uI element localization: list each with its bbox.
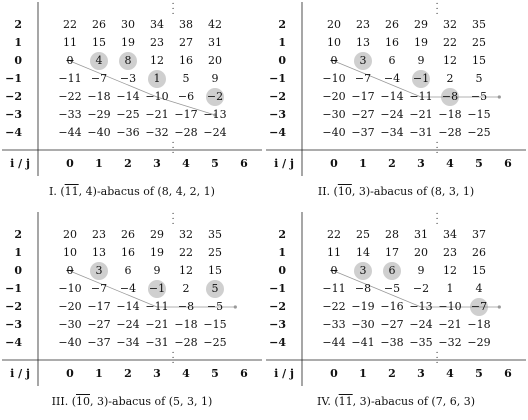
abacus-cell: 29 <box>150 228 164 241</box>
abacus-panel <box>264 207 528 420</box>
abacus-cell: 12 <box>443 264 457 277</box>
vertical-ellipsis: . . . <box>435 207 439 227</box>
row-label: −3 <box>269 318 286 331</box>
abacus-cell: −30 <box>58 318 82 331</box>
abacus-cell: 10 <box>63 246 77 259</box>
column-label: 1 <box>359 367 367 380</box>
column-label: 5 <box>211 367 219 380</box>
caption-abacus-of: )-abacus of <box>104 395 169 408</box>
caption-partition: (7, 6, 3) <box>431 395 475 408</box>
abacus-cell: −6 <box>177 90 195 103</box>
abacus-cell: −10 <box>145 90 169 103</box>
caption-group: 10 <box>76 395 90 408</box>
abacus-cell: −14 <box>380 90 404 103</box>
vertical-ellipsis: . . . <box>171 207 175 227</box>
abacus-cell: 32 <box>179 228 193 241</box>
row-label: 0 <box>14 54 22 67</box>
panel-caption <box>0 185 264 199</box>
abacus-cell: 35 <box>208 228 222 241</box>
abacus-cell: 30 <box>121 18 135 31</box>
abacus-cell: −28 <box>438 126 462 139</box>
abacus-cell: −16 <box>380 300 404 313</box>
abacus-cell: −25 <box>203 336 227 349</box>
panel-caption <box>264 395 528 409</box>
abacus-cell: −44 <box>58 126 82 139</box>
abacus-cell: −20 <box>322 90 346 103</box>
abacus-cell: 20 <box>414 246 428 259</box>
abacus-cell: −7 <box>90 282 108 295</box>
runner-endpoint <box>498 305 501 308</box>
abacus-cell: 26 <box>385 18 399 31</box>
vertical-ellipsis: . . . <box>171 136 175 156</box>
column-label: 2 <box>388 367 396 380</box>
abacus-cell: −40 <box>58 336 82 349</box>
abacus-cell: 6 <box>388 264 396 277</box>
abacus-panel <box>0 0 264 210</box>
abacus-cell: 4 <box>95 54 103 67</box>
abacus-cell: −18 <box>467 318 491 331</box>
caption-comma: , <box>90 395 97 408</box>
axis-corner-label: i / j <box>274 157 294 170</box>
abacus-cell: 19 <box>414 36 428 49</box>
abacus-cell: −7 <box>90 72 108 85</box>
abacus-cell: −8 <box>441 90 459 103</box>
column-label: 6 <box>504 367 512 380</box>
caption-partition: (8, 3, 1) <box>430 185 475 198</box>
abacus-cell: 32 <box>443 18 457 31</box>
column-label: 4 <box>446 157 454 170</box>
abacus-cell: −37 <box>351 126 375 139</box>
abacus-cell: −28 <box>174 336 198 349</box>
abacus-cell: −30 <box>322 108 346 121</box>
abacus-cell: −20 <box>58 300 82 313</box>
caption-numeral: II. <box>317 185 331 198</box>
caption-comma: , <box>352 395 360 408</box>
row-label: −4 <box>5 126 22 139</box>
abacus-cell: −41 <box>351 336 375 349</box>
column-label: 4 <box>182 367 190 380</box>
abacus-cell: −37 <box>87 336 111 349</box>
row-label: −3 <box>5 318 22 331</box>
abacus-cell: 2 <box>182 282 190 295</box>
abacus-cell: 35 <box>472 18 486 31</box>
abacus-cell: −32 <box>145 126 169 139</box>
caption-param: 4 <box>85 185 93 198</box>
abacus-cell: −36 <box>116 126 140 139</box>
abacus-cell: 15 <box>208 264 222 277</box>
abacus-cell: −11 <box>145 300 169 313</box>
abacus-cell: −25 <box>467 126 491 139</box>
caption-abacus-of: )-abacus of <box>366 395 432 408</box>
row-label: 0 <box>278 54 286 67</box>
row-label: 1 <box>14 36 22 49</box>
row-label: −4 <box>5 336 22 349</box>
column-label: 4 <box>446 367 454 380</box>
runner-endpoint <box>498 95 501 98</box>
abacus-cell: −10 <box>438 300 462 313</box>
abacus-cell: 0 <box>330 54 338 67</box>
abacus-cell: 25 <box>208 246 222 259</box>
abacus-cell: −34 <box>380 126 404 139</box>
abacus-cell: 29 <box>414 18 428 31</box>
runner-line <box>70 61 215 115</box>
abacus-cell: 16 <box>121 246 135 259</box>
abacus-cell: −1 <box>412 72 430 85</box>
abacus-cell: 26 <box>472 246 486 259</box>
column-label: 6 <box>240 367 248 380</box>
abacus-cell: 15 <box>92 36 106 49</box>
abacus-cell: −1 <box>148 282 166 295</box>
row-label: −2 <box>269 90 286 103</box>
abacus-cell: −33 <box>322 318 346 331</box>
row-label: −1 <box>5 282 22 295</box>
row-label: −2 <box>5 90 22 103</box>
axis-corner-label: i / j <box>274 367 294 380</box>
abacus-cell: −21 <box>438 318 462 331</box>
abacus-cell: 20 <box>63 228 77 241</box>
abacus-cell: −13 <box>409 300 433 313</box>
abacus-cell: 13 <box>92 246 106 259</box>
abacus-cell: −22 <box>58 90 82 103</box>
abacus-cell: 0 <box>66 54 74 67</box>
abacus-cell: 19 <box>150 246 164 259</box>
row-label: 2 <box>14 228 22 241</box>
column-label: 0 <box>330 367 338 380</box>
abacus-cell: 9 <box>153 264 161 277</box>
abacus-cell: 11 <box>63 36 77 49</box>
row-label: 1 <box>14 246 22 259</box>
caption-abacus-of: )-abacus of <box>92 185 158 198</box>
abacus-cell: 17 <box>385 246 399 259</box>
abacus-cell: 31 <box>414 228 428 241</box>
column-label: 2 <box>124 367 132 380</box>
caption-param: 3 <box>359 395 367 408</box>
abacus-cell: −25 <box>116 108 140 121</box>
abacus-cell: −17 <box>351 90 375 103</box>
abacus-cell: 3 <box>95 264 103 277</box>
abacus-cell: 22 <box>443 36 457 49</box>
abacus-cell: 12 <box>150 54 164 67</box>
caption-open-paren: ( <box>68 395 76 408</box>
abacus-cell: −15 <box>467 108 491 121</box>
caption-numeral: IV. <box>317 395 331 408</box>
caption-partition: (5, 3, 1) <box>168 395 213 408</box>
abacus-cell: 13 <box>356 36 370 49</box>
column-label: 5 <box>475 157 483 170</box>
abacus-cell: 38 <box>179 18 193 31</box>
abacus-cell: 8 <box>124 54 132 67</box>
abacus-cell: 22 <box>179 246 193 259</box>
abacus-cell: −13 <box>203 108 227 121</box>
abacus-cell: −28 <box>174 126 198 139</box>
caption-abacus-of: )-abacus of <box>365 185 431 198</box>
caption-group: 10 <box>337 185 352 198</box>
abacus-cell: −5 <box>206 300 224 313</box>
abacus-cell: 23 <box>356 18 370 31</box>
caption-numeral: III. <box>51 395 69 408</box>
abacus-cell: −31 <box>145 336 169 349</box>
abacus-cell: −5 <box>470 90 488 103</box>
row-label: 1 <box>278 246 286 259</box>
abacus-cell: −21 <box>145 318 169 331</box>
column-label: 3 <box>153 367 161 380</box>
panel-caption <box>264 185 528 199</box>
vertical-ellipsis: . . . <box>435 0 439 17</box>
abacus-cell: −34 <box>116 336 140 349</box>
abacus-cell: −24 <box>409 318 433 331</box>
runner-endpoint <box>234 305 237 308</box>
abacus-cell: 1 <box>153 72 161 85</box>
abacus-cell: −44 <box>322 336 346 349</box>
column-label: 1 <box>95 367 103 380</box>
row-label: 2 <box>278 228 286 241</box>
abacus-cell: −32 <box>438 336 462 349</box>
axis-corner-label: i / j <box>10 157 30 170</box>
abacus-cell: −15 <box>203 318 227 331</box>
row-label: 1 <box>278 36 286 49</box>
abacus-cell: −17 <box>174 108 198 121</box>
vertical-ellipsis: . . . <box>171 0 175 17</box>
abacus-cell: 34 <box>443 228 457 241</box>
abacus-cell: 23 <box>443 246 457 259</box>
caption-open-paren: ( <box>330 395 339 408</box>
abacus-cell: 4 <box>475 282 483 295</box>
abacus-cell: 20 <box>327 18 341 31</box>
abacus-panel <box>0 207 264 420</box>
abacus-cell: 2 <box>446 72 454 85</box>
row-label: −1 <box>5 72 22 85</box>
row-label: −1 <box>269 282 286 295</box>
abacus-cell: −24 <box>203 126 227 139</box>
caption-group: 11 <box>338 395 353 408</box>
abacus-cell: −27 <box>380 318 404 331</box>
abacus-cell: −21 <box>145 108 169 121</box>
abacus-cell: −7 <box>470 300 488 313</box>
abacus-cell: −31 <box>409 126 433 139</box>
abacus-cell: −27 <box>351 108 375 121</box>
abacus-cell: −24 <box>380 108 404 121</box>
abacus-cell: 14 <box>356 246 370 259</box>
abacus-cell: 12 <box>443 54 457 67</box>
column-label: 1 <box>95 157 103 170</box>
caption-comma: , <box>351 185 359 198</box>
column-label: 3 <box>153 157 161 170</box>
abacus-cell: 20 <box>208 54 222 67</box>
column-label: 0 <box>66 367 74 380</box>
abacus-cell: −18 <box>87 90 111 103</box>
abacus-cell: 11 <box>327 246 341 259</box>
abacus-cell: −40 <box>87 126 111 139</box>
caption-partition: (8, 4, 2, 1) <box>157 185 215 198</box>
abacus-cell: −4 <box>119 282 137 295</box>
abacus-cell: 9 <box>211 72 219 85</box>
abacus-cell: 9 <box>417 54 425 67</box>
abacus-cell: 15 <box>472 264 486 277</box>
abacus-cell: −4 <box>383 72 401 85</box>
abacus-cell: −22 <box>322 300 346 313</box>
column-label: 1 <box>359 157 367 170</box>
caption-open-paren: ( <box>330 185 338 198</box>
abacus-cell: 42 <box>208 18 222 31</box>
caption-group: 11 <box>64 185 79 198</box>
abacus-cell: −29 <box>87 108 111 121</box>
column-label: 3 <box>417 157 425 170</box>
abacus-cell: 6 <box>124 264 132 277</box>
abacus-panel <box>264 0 528 210</box>
abacus-cell: −2 <box>206 90 224 103</box>
row-label: 2 <box>14 18 22 31</box>
abacus-cell: 3 <box>359 54 367 67</box>
axis-corner-label: i / j <box>10 367 30 380</box>
abacus-cell: 22 <box>327 228 341 241</box>
abacus-cell: −14 <box>116 90 140 103</box>
caption-numeral: I. <box>49 185 57 198</box>
vertical-ellipsis: . . . <box>435 346 439 366</box>
abacus-cell: −29 <box>467 336 491 349</box>
column-label: 2 <box>388 157 396 170</box>
abacus-cell: −30 <box>351 318 375 331</box>
abacus-cell: 25 <box>472 36 486 49</box>
column-label: 6 <box>504 157 512 170</box>
abacus-cell: 5 <box>475 72 483 85</box>
abacus-cell: 37 <box>472 228 486 241</box>
abacus-cell: 26 <box>121 228 135 241</box>
row-label: 0 <box>14 264 22 277</box>
abacus-cell: 22 <box>63 18 77 31</box>
abacus-cell: 12 <box>179 264 193 277</box>
row-label: 0 <box>278 264 286 277</box>
abacus-cell: −5 <box>383 282 401 295</box>
column-label: 5 <box>475 367 483 380</box>
abacus-cell: −14 <box>116 300 140 313</box>
abacus-cell: −40 <box>322 126 346 139</box>
row-label: −2 <box>269 300 286 313</box>
abacus-cell: 23 <box>150 36 164 49</box>
abacus-cell: −11 <box>58 72 82 85</box>
column-label: 0 <box>330 157 338 170</box>
abacus-cell: −38 <box>380 336 404 349</box>
column-label: 4 <box>182 157 190 170</box>
column-label: 2 <box>124 157 132 170</box>
abacus-cell: −7 <box>354 72 372 85</box>
caption-param: 3 <box>358 185 366 198</box>
abacus-cell: −35 <box>409 336 433 349</box>
abacus-cell: 15 <box>472 54 486 67</box>
abacus-cell: −11 <box>322 282 346 295</box>
row-label: −2 <box>5 300 22 313</box>
abacus-cell: −17 <box>87 300 111 313</box>
abacus-cell: 31 <box>208 36 222 49</box>
abacus-cell: 28 <box>385 228 399 241</box>
abacus-cell: 16 <box>385 36 399 49</box>
abacus-cell: 19 <box>121 36 135 49</box>
abacus-cell: 10 <box>327 36 341 49</box>
panel-caption <box>0 395 264 409</box>
column-label: 5 <box>211 157 219 170</box>
row-label: −4 <box>269 126 286 139</box>
caption-comma: , <box>78 185 86 198</box>
abacus-cell: −18 <box>438 108 462 121</box>
abacus-cell: −10 <box>58 282 82 295</box>
abacus-cell: 25 <box>356 228 370 241</box>
abacus-cell: 5 <box>182 72 190 85</box>
vertical-ellipsis: . . . <box>171 346 175 366</box>
abacus-cell: 16 <box>179 54 193 67</box>
row-label: −4 <box>269 336 286 349</box>
caption-open-paren: ( <box>56 185 65 198</box>
column-label: 0 <box>66 157 74 170</box>
abacus-cell: 0 <box>66 264 74 277</box>
abacus-cell: 26 <box>92 18 106 31</box>
abacus-cell: −8 <box>354 282 372 295</box>
column-label: 3 <box>417 367 425 380</box>
row-label: −3 <box>5 108 22 121</box>
abacus-cell: −27 <box>87 318 111 331</box>
row-label: 2 <box>278 18 286 31</box>
abacus-cell: 0 <box>330 264 338 277</box>
row-label: −1 <box>269 72 286 85</box>
abacus-cell: 1 <box>446 282 454 295</box>
abacus-cell: −8 <box>177 300 195 313</box>
abacus-cell: −3 <box>119 72 137 85</box>
abacus-cell: −33 <box>58 108 82 121</box>
caption-param: 3 <box>97 395 104 408</box>
abacus-cell: 34 <box>150 18 164 31</box>
abacus-cell: 6 <box>388 54 396 67</box>
abacus-cell: 9 <box>417 264 425 277</box>
abacus-cell: −11 <box>409 90 433 103</box>
abacus-cell: 3 <box>359 264 367 277</box>
row-label: −3 <box>269 108 286 121</box>
abacus-cell: 27 <box>179 36 193 49</box>
abacus-cell: 5 <box>211 282 219 295</box>
abacus-cell: −21 <box>409 108 433 121</box>
abacus-cell: −19 <box>351 300 375 313</box>
abacus-cell: 23 <box>92 228 106 241</box>
abacus-cell: −18 <box>174 318 198 331</box>
abacus-cell: −24 <box>116 318 140 331</box>
vertical-ellipsis: . . . <box>435 136 439 156</box>
abacus-cell: −2 <box>412 282 430 295</box>
column-label: 6 <box>240 157 248 170</box>
abacus-cell: −10 <box>322 72 346 85</box>
